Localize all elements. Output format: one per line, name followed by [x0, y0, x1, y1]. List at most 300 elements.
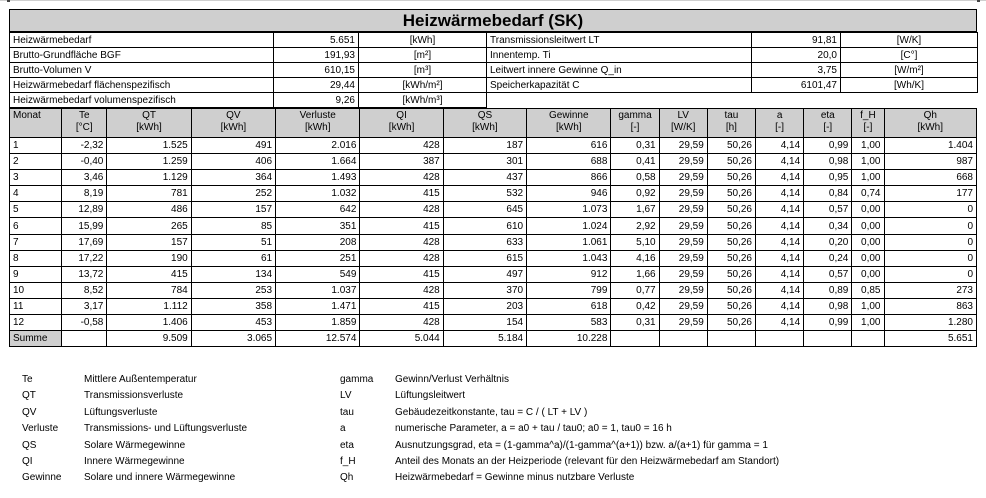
- table-cell: 1,66: [611, 266, 659, 282]
- table-cell: 4,14: [756, 266, 804, 282]
- table-cell: 1,00: [852, 154, 884, 170]
- table-cell: 0,85: [852, 282, 884, 298]
- summary-value: 9,26: [274, 93, 359, 108]
- summary-value-right: 3,75: [752, 63, 841, 78]
- summary-label-right: Speicherkapazität C: [487, 78, 752, 93]
- table-cell: 387: [360, 154, 443, 170]
- table-cell: 29,59: [659, 186, 707, 202]
- legend-abbr: QT: [22, 390, 36, 402]
- sum-cell: [756, 331, 804, 347]
- table-cell: 415: [360, 218, 443, 234]
- table-cell: 50,26: [707, 170, 755, 186]
- column-header: [191, 109, 275, 138]
- column-unit: [kWh]: [472, 122, 498, 133]
- table-cell: 50,26: [707, 202, 755, 218]
- legend-text: Gewinn/Verlust Verhältnis: [395, 374, 509, 385]
- table-cell: 0,00: [852, 202, 884, 218]
- table-cell: 252: [191, 186, 275, 202]
- table-cell: 1,00: [852, 315, 884, 331]
- column-unit: [kWh]: [388, 122, 415, 133]
- table-cell: 29,59: [659, 315, 707, 331]
- table-cell: 29,59: [659, 234, 707, 250]
- table-cell: 208: [276, 234, 360, 250]
- column-name: tau: [724, 110, 739, 121]
- table-cell: -0,40: [62, 154, 107, 170]
- table-cell: 50,26: [707, 138, 755, 154]
- legend-text: Lüftungsleitwert: [395, 390, 466, 402]
- table-cell: 251: [276, 250, 360, 266]
- summary-value: 191,93: [274, 48, 359, 63]
- table-cell: 406: [191, 154, 275, 170]
- table-row: [10, 218, 977, 234]
- table-cell: 415: [107, 266, 191, 282]
- table-cell: 1.406: [107, 315, 191, 331]
- table-cell: 4,14: [756, 218, 804, 234]
- column-name: gamma: [618, 110, 652, 121]
- sum-cell: [611, 331, 659, 347]
- table-cell: 633: [443, 234, 526, 250]
- table-cell: 1.032: [276, 186, 360, 202]
- table-cell: 4: [10, 186, 62, 202]
- column-name: eta: [820, 110, 835, 121]
- table-cell: 486: [107, 202, 191, 218]
- legend-abbr: QV: [22, 406, 37, 418]
- table-cell: 5: [10, 202, 62, 218]
- summary-label: Brutto-Volumen V: [10, 63, 274, 78]
- table-cell: 799: [527, 282, 611, 298]
- table-cell: 668: [884, 170, 977, 186]
- table-cell: 29,59: [659, 218, 707, 234]
- heating-demand-sheet: [9, 9, 977, 347]
- legend-item: [22, 405, 962, 421]
- table-cell: 50,26: [707, 234, 755, 250]
- table-cell: 0,92: [611, 186, 659, 202]
- legend-abbr: tau: [340, 406, 354, 418]
- summary-table: [9, 32, 978, 108]
- table-cell: 618: [527, 298, 611, 314]
- table-cell: 0,77: [611, 282, 659, 298]
- summary-value-right: 91,81: [752, 33, 841, 48]
- table-cell: 428: [360, 138, 443, 154]
- legend-item: [22, 372, 962, 388]
- table-row: [10, 315, 977, 331]
- table-cell: 946: [527, 186, 611, 202]
- summary-label: Heizwärmebedarf flächenspezifisch: [10, 78, 274, 93]
- table-cell: 1.061: [527, 234, 611, 250]
- table-cell: 1.280: [884, 315, 977, 331]
- summary-row: [10, 33, 978, 48]
- summary-unit: [kWh/m³]: [359, 93, 487, 108]
- column-unit: [h]: [725, 122, 737, 133]
- table-cell: 428: [360, 170, 443, 186]
- table-cell: 1.493: [276, 170, 360, 186]
- sum-cell: 3.065: [191, 331, 275, 347]
- summary-label-right: Transmissionsleitwert LT: [487, 33, 752, 48]
- table-cell: 1,00: [852, 170, 884, 186]
- column-unit: [°C]: [75, 122, 93, 133]
- summary-row: [10, 48, 978, 63]
- table-cell: 428: [360, 202, 443, 218]
- summary-unit: [kWh]: [359, 33, 487, 48]
- table-cell: 1.471: [276, 298, 360, 314]
- table-cell: 13,72: [62, 266, 107, 282]
- column-header: [360, 109, 443, 138]
- column-header: [107, 109, 191, 138]
- legend-text: Heizwärmebedarf = Gewinne minus nutzbare Verluste: [395, 472, 635, 484]
- column-name: Monat: [13, 110, 41, 121]
- legend-text: Transmissionsverluste: [84, 390, 184, 402]
- column-header: [852, 109, 884, 138]
- table-cell: 616: [527, 138, 611, 154]
- table-cell: 912: [527, 266, 611, 282]
- table-cell: 415: [360, 266, 443, 282]
- table-cell: 3,46: [62, 170, 107, 186]
- sum-cell: [62, 331, 107, 347]
- summary-value-right: [752, 93, 841, 108]
- table-cell: 177: [884, 186, 977, 202]
- table-cell: 50,26: [707, 298, 755, 314]
- table-cell: 0,99: [804, 138, 852, 154]
- table-row: [10, 234, 977, 250]
- summary-unit-right: [Wh/K]: [841, 78, 978, 93]
- summary-label: Heizwärmebedarf volumenspezifisch: [10, 93, 274, 108]
- summary-row: [10, 78, 978, 93]
- table-cell: 134: [191, 266, 275, 282]
- table-cell: 863: [884, 298, 977, 314]
- column-unit: [-]: [823, 122, 833, 133]
- table-cell: 12,89: [62, 202, 107, 218]
- column-header: [276, 109, 360, 138]
- table-cell: 428: [360, 282, 443, 298]
- summary-label: Heizwärmebedarf: [10, 33, 274, 48]
- table-cell: 8,19: [62, 186, 107, 202]
- table-cell: 0,31: [611, 315, 659, 331]
- column-name: QI: [396, 110, 407, 121]
- legend-text: Solare Wärmegewinne: [84, 439, 186, 451]
- table-row: [10, 170, 977, 186]
- table-cell: 85: [191, 218, 275, 234]
- table-cell: 1.664: [276, 154, 360, 170]
- table-cell: 4,14: [756, 250, 804, 266]
- column-header: [10, 109, 62, 138]
- table-cell: 0: [884, 250, 977, 266]
- legend-abbr: Verluste: [22, 423, 59, 435]
- table-cell: 6: [10, 218, 62, 234]
- table-cell: 0,00: [852, 218, 884, 234]
- column-name: f_H: [860, 110, 876, 121]
- legend-abbr: LV: [340, 390, 352, 402]
- table-cell: 987: [884, 154, 977, 170]
- table-cell: 1,67: [611, 202, 659, 218]
- summary-unit-right: [841, 93, 978, 108]
- table-cell: 1.259: [107, 154, 191, 170]
- table-cell: 428: [360, 315, 443, 331]
- table-cell: 0,42: [611, 298, 659, 314]
- table-cell: 437: [443, 170, 526, 186]
- table-cell: 1.024: [527, 218, 611, 234]
- table-cell: 0,00: [852, 250, 884, 266]
- table-row: [10, 154, 977, 170]
- legend-abbr: f_H: [340, 455, 356, 467]
- legend-abbr: QS: [22, 439, 37, 451]
- table-cell: 583: [527, 315, 611, 331]
- table-cell: 50,26: [707, 218, 755, 234]
- table-cell: 50,26: [707, 154, 755, 170]
- table-cell: 351: [276, 218, 360, 234]
- table-cell: 1.525: [107, 138, 191, 154]
- summary-row: [10, 63, 978, 78]
- column-name: Gewinne: [549, 110, 589, 121]
- sum-cell: 5.044: [360, 331, 443, 347]
- table-cell: 203: [443, 298, 526, 314]
- legend-item: [22, 454, 962, 470]
- table-row: [10, 282, 977, 298]
- table-cell: 0,24: [804, 250, 852, 266]
- table-cell: 497: [443, 266, 526, 282]
- table-cell: 61: [191, 250, 275, 266]
- column-unit: [-]: [863, 122, 873, 133]
- table-cell: 50,26: [707, 315, 755, 331]
- page-title: Heizwärmebedarf (SK): [9, 9, 977, 32]
- table-cell: 29,59: [659, 170, 707, 186]
- legend-text: Transmissions- und Lüftungsverluste: [84, 423, 248, 435]
- column-name: Te: [79, 110, 90, 121]
- table-cell: 50,26: [707, 186, 755, 202]
- table-cell: 17,22: [62, 250, 107, 266]
- column-header: [804, 109, 852, 138]
- column-header: [659, 109, 707, 138]
- column-header: [884, 109, 977, 138]
- table-cell: -2,32: [62, 138, 107, 154]
- table-cell: 301: [443, 154, 526, 170]
- table-cell: 2: [10, 154, 62, 170]
- table-cell: 157: [191, 202, 275, 218]
- table-cell: 4,14: [756, 298, 804, 314]
- legend-abbr: Qh: [340, 472, 354, 484]
- table-cell: 1.129: [107, 170, 191, 186]
- summary-unit-right: [C°]: [841, 48, 978, 63]
- table-cell: 532: [443, 186, 526, 202]
- legend-text: numerische Parameter, a = a0 + tau / tau0; a0 = 1, tau0 = 16 h: [395, 423, 672, 435]
- summary-label-right: Leitwert innere Gewinne Q_in: [487, 63, 752, 78]
- legend-abbr: gamma: [340, 374, 374, 385]
- column-name: Qh: [923, 110, 937, 121]
- table-cell: 4,14: [756, 138, 804, 154]
- column-name: QV: [226, 110, 241, 121]
- table-cell: 2.016: [276, 138, 360, 154]
- table-row: [10, 298, 977, 314]
- table-cell: 615: [443, 250, 526, 266]
- summary-value: 29,44: [274, 78, 359, 93]
- summary-value: 610,15: [274, 63, 359, 78]
- column-unit: [kWh]: [220, 122, 247, 133]
- table-cell: 0,00: [852, 234, 884, 250]
- sum-cell: 9.509: [107, 331, 191, 347]
- legend-text: Solare und innere Wärmegewinne: [84, 472, 236, 484]
- table-cell: 50,26: [707, 250, 755, 266]
- table-cell: 1.043: [527, 250, 611, 266]
- table-cell: 0,41: [611, 154, 659, 170]
- table-cell: 610: [443, 218, 526, 234]
- table-cell: 8,52: [62, 282, 107, 298]
- legend-abbr: QI: [22, 455, 33, 467]
- legend: [22, 372, 962, 487]
- table-cell: 784: [107, 282, 191, 298]
- legend-item: [22, 421, 962, 437]
- table-cell: 1.859: [276, 315, 360, 331]
- sum-cell: 10.228: [527, 331, 611, 347]
- table-cell: 3,17: [62, 298, 107, 314]
- column-unit: [-]: [775, 122, 785, 133]
- table-cell: 4,14: [756, 234, 804, 250]
- legend-text: Mittlere Außentemperatur: [84, 374, 197, 385]
- sum-cell: 5.184: [443, 331, 526, 347]
- table-cell: 0: [884, 234, 977, 250]
- table-cell: 9: [10, 266, 62, 282]
- table-cell: 12: [10, 315, 62, 331]
- sum-cell: [852, 331, 884, 347]
- column-unit: [kWh]: [304, 122, 331, 133]
- legend-item: [22, 438, 962, 454]
- table-cell: 253: [191, 282, 275, 298]
- table-cell: 428: [360, 234, 443, 250]
- table-cell: 781: [107, 186, 191, 202]
- table-cell: 642: [276, 202, 360, 218]
- table-cell: 273: [884, 282, 977, 298]
- table-cell: 4,14: [756, 202, 804, 218]
- table-cell: 4,14: [756, 186, 804, 202]
- table-cell: 688: [527, 154, 611, 170]
- table-cell: 0,99: [804, 315, 852, 331]
- table-cell: 0: [884, 266, 977, 282]
- table-cell: 29,59: [659, 282, 707, 298]
- table-cell: 0,58: [611, 170, 659, 186]
- legend-abbr: Gewinne: [22, 472, 62, 484]
- table-cell: 358: [191, 298, 275, 314]
- legend-text: Lüftungsverluste: [84, 406, 158, 418]
- legend-text: Ausnutzungsgrad, eta = (1-gamma^a)/(1-gamma^(a+1)) bzw. a/(a+1) für gamma = 1: [395, 439, 768, 451]
- table-cell: 1.037: [276, 282, 360, 298]
- table-cell: 1: [10, 138, 62, 154]
- summary-value-right: 20,0: [752, 48, 841, 63]
- legend-text: Anteil des Monats an der Heizperiode (relevant für den Heizwärmebedarf am Standort): [395, 455, 780, 467]
- corner-mark-right: [977, 0, 980, 2]
- summary-label-right: Innentemp. Ti: [487, 48, 752, 63]
- table-cell: 2,92: [611, 218, 659, 234]
- column-header: [527, 109, 611, 138]
- table-cell: 15,99: [62, 218, 107, 234]
- column-unit: [W/K]: [670, 122, 696, 133]
- table-cell: 0,84: [804, 186, 852, 202]
- table-cell: 4,14: [756, 315, 804, 331]
- column-header: [756, 109, 804, 138]
- table-cell: 453: [191, 315, 275, 331]
- table-cell: 29,59: [659, 298, 707, 314]
- table-cell: 0,20: [804, 234, 852, 250]
- legend-item: [22, 388, 962, 404]
- table-cell: 29,59: [659, 138, 707, 154]
- summary-unit-right: [W/m²]: [841, 63, 978, 78]
- summary-label: Brutto-Grundfläche BGF: [10, 48, 274, 63]
- summary-value-right: 6101,47: [752, 78, 841, 93]
- column-header: [611, 109, 659, 138]
- table-row: [10, 138, 977, 154]
- column-name: a: [776, 110, 783, 121]
- table-cell: 29,59: [659, 250, 707, 266]
- table-row: [10, 250, 977, 266]
- column-unit: [-]: [630, 122, 640, 133]
- table-cell: 0,57: [804, 266, 852, 282]
- summary-unit: [kWh/m²]: [359, 78, 487, 93]
- table-cell: 428: [360, 250, 443, 266]
- table-cell: 7: [10, 234, 62, 250]
- table-cell: 265: [107, 218, 191, 234]
- column-header: [443, 109, 526, 138]
- table-cell: 0,98: [804, 298, 852, 314]
- sum-row: [10, 331, 977, 347]
- monthly-table: [9, 108, 977, 347]
- legend-text: Innere Wärmegewinne: [84, 455, 185, 467]
- table-cell: 3: [10, 170, 62, 186]
- table-cell: 0,74: [852, 186, 884, 202]
- sum-cell: [707, 331, 755, 347]
- column-unit: [kWh]: [917, 122, 944, 133]
- legend-abbr: Te: [22, 374, 33, 385]
- table-cell: 17,69: [62, 234, 107, 250]
- column-unit: [kWh]: [555, 122, 582, 133]
- sum-cell: 12.574: [276, 331, 360, 347]
- table-cell: 415: [360, 298, 443, 314]
- column-name: LV: [677, 110, 689, 121]
- column-name: QS: [477, 110, 493, 121]
- sum-label: Summe: [10, 331, 62, 347]
- sum-cell: [659, 331, 707, 347]
- table-cell: 190: [107, 250, 191, 266]
- table-cell: 11: [10, 298, 62, 314]
- table-cell: 1.404: [884, 138, 977, 154]
- table-cell: 154: [443, 315, 526, 331]
- table-cell: 370: [443, 282, 526, 298]
- table-cell: 866: [527, 170, 611, 186]
- table-cell: 0,57: [804, 202, 852, 218]
- table-cell: 5,10: [611, 234, 659, 250]
- table-cell: 0: [884, 218, 977, 234]
- table-cell: 491: [191, 138, 275, 154]
- table-cell: 29,59: [659, 266, 707, 282]
- table-cell: 10: [10, 282, 62, 298]
- table-cell: 0,89: [804, 282, 852, 298]
- table-cell: 50,26: [707, 282, 755, 298]
- column-header: [707, 109, 755, 138]
- table-cell: 4,14: [756, 170, 804, 186]
- table-cell: 0,31: [611, 138, 659, 154]
- table-cell: -0,58: [62, 315, 107, 331]
- monthly-header-row: [10, 109, 977, 138]
- summary-unit: [m³]: [359, 63, 487, 78]
- summary-row: [10, 93, 978, 108]
- column-unit: [kWh]: [136, 122, 162, 133]
- column-name: QT: [142, 110, 156, 121]
- table-cell: 4,16: [611, 250, 659, 266]
- table-cell: 29,59: [659, 202, 707, 218]
- summary-unit-right: [W/K]: [841, 33, 978, 48]
- table-cell: 1,00: [852, 138, 884, 154]
- summary-value: 5.651: [274, 33, 359, 48]
- table-cell: 187: [443, 138, 526, 154]
- table-row: [10, 202, 977, 218]
- summary-label-right: [487, 93, 752, 108]
- legend-item: [22, 470, 962, 486]
